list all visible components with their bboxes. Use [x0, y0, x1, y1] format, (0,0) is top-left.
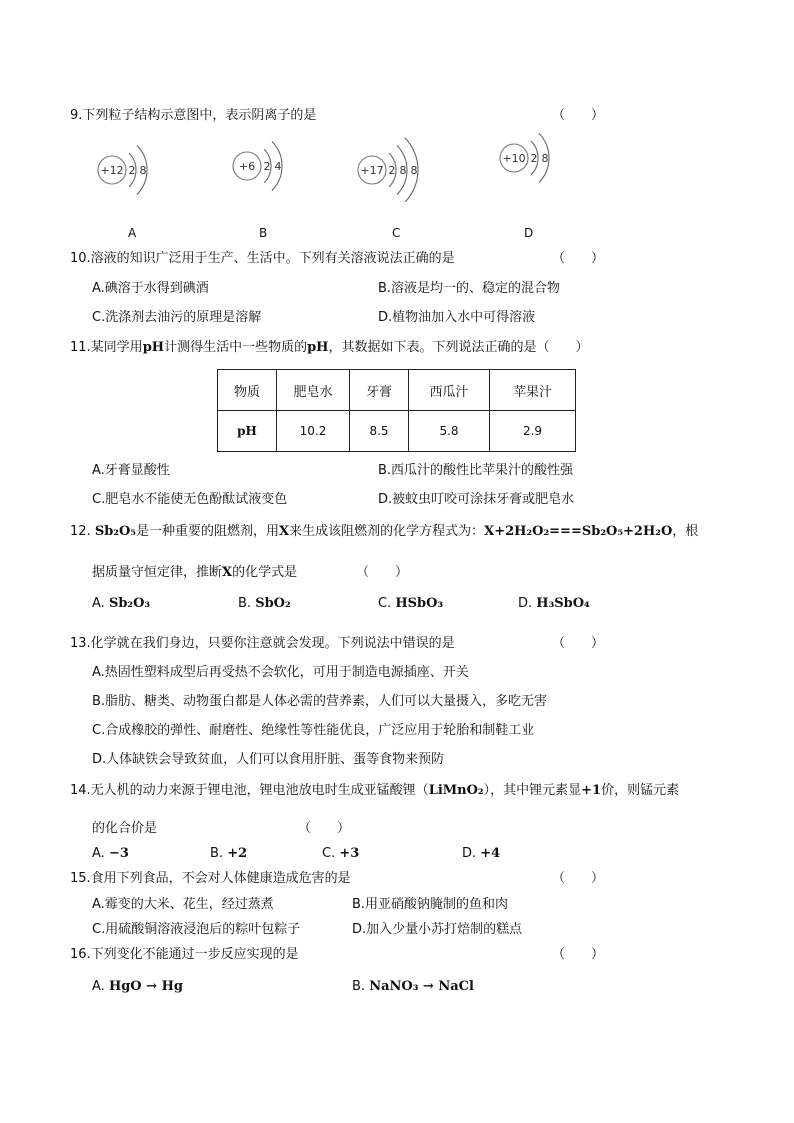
q15-option-b: B.用亚硝酸钠腌制的鱼和肉	[352, 897, 509, 912]
q16-stem: 16.下列变化不能通过一步反应实现的是	[70, 947, 299, 962]
q15-option-d: D.加入少量小苏打焙制的糕点	[352, 922, 523, 937]
electron-count: 2	[128, 164, 136, 177]
q9-label-b: B	[259, 226, 268, 240]
ph-table-header-cell: 苹果汁	[490, 370, 576, 411]
q15-option-a: A.霉变的大米、花生，经过蒸煮	[92, 897, 274, 912]
q16-option-b-letter: B.	[352, 979, 370, 994]
q13-stem: 13.化学就在我们身边，只要你注意就会发现。下列说法中错误的是	[70, 636, 455, 651]
ph-table	[217, 369, 576, 452]
q16-option-b	[352, 978, 474, 996]
q9-label-a: A	[128, 226, 137, 240]
ph-table-header-cell: 肥皂水	[277, 370, 350, 411]
q10-option-b: B.溶液是均一的、稳定的混合物	[378, 281, 561, 296]
ph-table-value-cell: 8.5	[350, 411, 409, 452]
electron-count: 2	[530, 152, 538, 165]
q13-option-a: A.热固性塑料成型后再受热不会软化，可用于制造电源插座、开关	[92, 665, 469, 680]
q12-stem-line1	[70, 523, 698, 541]
q9-atom-diagrams	[0, 132, 794, 202]
electron-count: 8	[541, 152, 549, 165]
ph-table-row-label: pH	[218, 411, 277, 452]
q12-line2-pre: 据质量守恒定律，推断	[92, 565, 223, 580]
q11-option-d: D.被蚊虫叮咬可涂抹牙膏或肥皂水	[378, 492, 575, 507]
q14-stem-line1	[70, 782, 679, 800]
q16-answer-paren: （ ）	[552, 947, 605, 962]
q10-option-d: D.植物油加入水中可得溶液	[378, 310, 536, 325]
q12-equation: X+2H₂O₂===Sb₂O₅+2H₂O	[484, 524, 673, 539]
q11-stem-mid: 计测得生活中一些物质的	[164, 340, 308, 355]
ph-table-header-cell: 牙膏	[350, 370, 409, 411]
q9-label-c: C	[392, 226, 401, 240]
q14-option-b	[210, 845, 247, 863]
q16-option-b-value: NaNO₃ → NaCl	[369, 979, 474, 994]
q10-answer-paren: （ ）	[552, 251, 605, 266]
q14-stem-mid: ），其中锂元素显	[483, 783, 582, 798]
q12-option-a-value: Sb₂O₃	[108, 596, 151, 611]
q11-stem-post: ，其数据如下表。下列说法正确的是（ ）	[328, 340, 589, 355]
q11-option-a: A.牙膏显酸性	[92, 463, 170, 478]
q12-option-d-letter: D.	[518, 596, 537, 611]
ph-table-value-cell: 5.8	[409, 411, 490, 452]
q13-option-b: B.脂肪、糖类、动物蛋白都是人体必需的营养素，人们可以大量摄入，多吃无害	[92, 694, 548, 709]
electron-count: 8	[410, 164, 418, 177]
q14-option-d-value: +4	[480, 846, 501, 861]
ph-table-header-cell: 西瓜汁	[409, 370, 490, 411]
atom-diagram	[233, 141, 282, 190]
q14-option-a-letter: A.	[92, 846, 109, 861]
q12-stem-line2	[92, 564, 297, 582]
ph-table-value-cell: 2.9	[490, 411, 576, 452]
q16-option-a-letter: A.	[92, 979, 109, 994]
q12-option-b-value: SbO₂	[255, 596, 291, 611]
q14-option-a	[92, 845, 129, 863]
q12-line2-post: 的化学式是	[232, 565, 298, 580]
q12-text2: 来生成该阻燃剂的化学方程式为：	[289, 524, 485, 539]
q12-line2-x: X	[222, 565, 233, 580]
electron-count: 2	[388, 164, 396, 177]
q15-answer-paren: （ ）	[552, 871, 605, 886]
q12-option-d-value: H₃SbO₄	[536, 596, 590, 611]
q10-stem: 10.溶液的知识广泛用于生产、生活中。下列有关溶液说法正确的是	[70, 251, 455, 266]
q12-option-b-letter: B.	[238, 596, 256, 611]
q13-option-d: D.人体缺铁会导致贫血，人们可以食用肝脏、蛋等食物来预防	[92, 752, 445, 767]
q12-option-b	[238, 595, 291, 613]
q16-option-a	[92, 978, 183, 996]
q12-option-d	[518, 595, 590, 613]
q11-option-b: B.西瓜汁的酸性比苹果汁的酸性强	[378, 463, 574, 478]
q12-number: 12.	[70, 524, 95, 539]
q15-stem: 15.食用下列食品，不会对人体健康造成危害的是	[70, 871, 351, 886]
q14-option-c	[322, 845, 359, 863]
q13-answer-paren: （ ）	[552, 636, 605, 651]
q14-stem-line2: 的化合价是	[92, 821, 158, 836]
electron-count: 8	[139, 164, 147, 177]
q14-option-b-value: +2	[227, 846, 248, 861]
q13-option-c: C.合成橡胶的弹性、耐磨性、绝缘性等性能优良，广泛应用于轮胎和制鞋工业	[92, 723, 535, 738]
q10-option-c: C.洗涤剂去油污的原理是溶解	[92, 310, 262, 325]
q11-option-c: C.肥皂水不能使无色酚酞试液变色	[92, 492, 288, 507]
nucleus-charge: +6	[238, 160, 256, 173]
q12-option-c-value: HSbO₃	[395, 596, 444, 611]
ph-table-value-cell: 10.2	[277, 411, 350, 452]
q12-formula: Sb₂O₅	[94, 524, 137, 539]
q14-option-c-letter: C.	[322, 846, 340, 861]
atom-diagram	[500, 133, 549, 182]
q10-option-a: A.碘溶于水得到碘酒	[92, 281, 209, 296]
q12-x: X	[279, 524, 290, 539]
q14-option-b-letter: B.	[210, 846, 228, 861]
nucleus-charge: +12	[100, 164, 124, 177]
atom-diagram	[358, 138, 418, 202]
q16-option-a-value: HgO → Hg	[108, 979, 183, 994]
q15-option-c: C.用硫酸铜溶液浸泡后的粽叶包粽子	[92, 922, 301, 937]
q12-text1: 是一种重要的阻燃剂，用	[136, 524, 280, 539]
q11-stem-pre: 11.某同学用	[70, 340, 143, 355]
q12-option-a	[92, 595, 150, 613]
nucleus-charge: +17	[360, 164, 384, 177]
q14-option-a-value: −3	[108, 846, 129, 861]
q14-valence: +1	[581, 783, 602, 798]
q14-option-d-letter: D.	[462, 846, 481, 861]
q12-answer-paren: （ ）	[356, 565, 409, 580]
q12-option-c	[378, 595, 443, 613]
q14-option-d	[462, 845, 500, 863]
q12-option-c-letter: C.	[378, 596, 396, 611]
atom-diagram	[98, 145, 147, 194]
nucleus-charge: +10	[502, 152, 526, 165]
q14-stem-pre: 14.无人机的动力来源于锂电池，锂电池放电时生成亚锰酸锂（	[70, 783, 429, 798]
q12-option-a-letter: A.	[92, 596, 109, 611]
q14-stem-post: 价，则锰元素	[601, 783, 680, 798]
ph-table-header-row	[218, 370, 576, 411]
q14-formula: LiMnO₂	[428, 783, 484, 798]
electron-count: 2	[263, 160, 271, 173]
q14-answer-paren: （ ）	[298, 821, 351, 836]
q9-label-d: D	[524, 226, 534, 240]
q11-stem-ph1: pH	[142, 340, 165, 355]
q11-stem-ph2: pH	[307, 340, 329, 355]
electron-count: 8	[399, 164, 407, 177]
ph-table-value-row	[218, 411, 576, 452]
electron-count: 4	[274, 160, 282, 173]
q11-stem	[70, 339, 588, 357]
q14-option-c-value: +3	[339, 846, 360, 861]
q9-answer-paren: （ ）	[552, 108, 605, 123]
q9-stem: 9.下列粒子结构示意图中，表示阴离子的是	[70, 108, 317, 123]
ph-table-header-cell: 物质	[218, 370, 277, 411]
q12-text3: ，根	[672, 524, 699, 539]
